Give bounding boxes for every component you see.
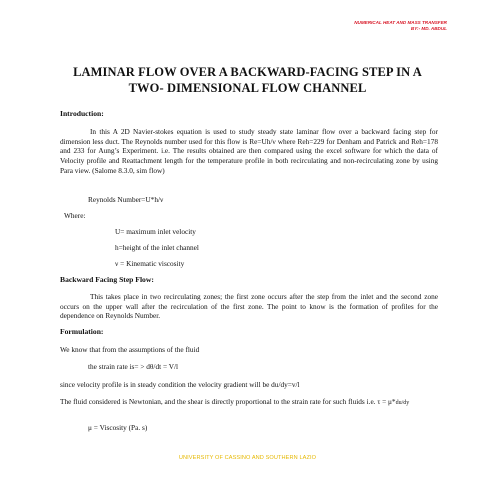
introduction-paragraph: In this A 2D Navier-stokes equation is used to study steady state laminar flow over a backward facing step for dimension less duct. The Reynolds number used for this flow is Re=Uh/ν where Reh=229 for Denham and Patrick and Reh=178 and 233 for Aung’s Experiment. i.e. The results obtained are then compared using the excel software for which the data of Velocity profile and Reattachment length for the temperature profile in both recirculating and non-recirculating zone by using Para view. (Salome 8.3.0, sim flow)	[60, 127, 438, 175]
newtonian-text: The fluid considered is Newtonian, and the shear is directly proportional to the strain rate for such fluids i.e. τ = μ*	[60, 397, 396, 406]
viscosity-definition: μ = Viscosity (Pa. s)	[88, 423, 148, 432]
introduction-heading: Introduction:	[60, 109, 104, 118]
definition-h: h=height of the inlet channel	[115, 243, 199, 252]
running-header	[354, 20, 447, 32]
formulation-heading: Formulation:	[60, 327, 104, 336]
title-line-2: TWO- DIMENSIONAL FLOW CHANNEL	[128, 81, 367, 95]
title-line-1: LAMINAR FLOW OVER A BACKWARD-FACING STEP IN A	[73, 65, 422, 79]
newtonian-paragraph	[60, 397, 438, 409]
definition-u: U= maximum inlet velocity	[115, 227, 196, 236]
shear-gradient-term: du/dy	[395, 400, 410, 406]
strain-rate-equation: the strain rate is= > dθ/dt = V/l	[88, 362, 179, 371]
page-footer: UNIVERSITY OF CASSINO AND SOUTHERN LAZIO	[178, 455, 317, 461]
where-label: Where:	[64, 211, 86, 220]
header-course: NUMERICAL HEAT AND MASS TRANSFER	[354, 20, 447, 25]
velocity-gradient-line: since velocity profile is in steady condition the velocity gradient will be du/dy=v/l	[60, 380, 300, 389]
reynolds-equation: Reynolds Number=U*h/ν	[88, 195, 164, 204]
backward-step-heading: Backward Facing Step Flow:	[60, 275, 154, 284]
definition-nu: ν = Kinematic viscosity	[115, 259, 185, 268]
backward-step-paragraph: This takes place in two recirculating zones; the first zone occurs after the step from the inlet and the second zone occurs on the upper wall after the recirculation of the first zone. The point to know is the formation of profiles for the dependence on Reynolds Number.	[60, 292, 438, 321]
formulation-line-1: We know that from the assumptions of the fluid	[60, 345, 200, 354]
header-author: BY:- MD. ABDUL	[410, 26, 447, 31]
page-title	[45, 64, 450, 96]
